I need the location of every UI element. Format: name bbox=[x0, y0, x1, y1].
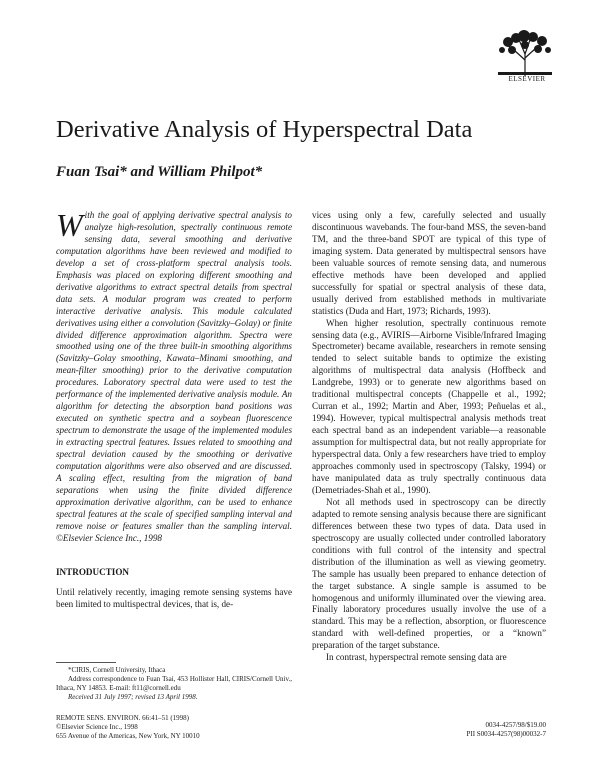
left-column bbox=[56, 207, 292, 611]
right-column bbox=[312, 210, 546, 664]
journal-citation: REMOTE SENS. ENVIRON. 66:41–51 (1998) bbox=[56, 714, 189, 722]
body-paragraph-2: When higher resolution, spectrally continuous remote sensing data (e.g., AVIRIS—Airborne Visible/Infrared Imaging Spectrometer) became available, researchers in remote sensing tended to select suitable bands to optimize the existing algorithms of multispectral data analysis (Hoffbeck and Landgrebe, 1993) or to generate new algorithms based on traditional multispectral concepts (Chappelle et al., 1992; Curran et al., 1992; Martin and Aber, 1993; Peñuelas et al., 1994). However, typical multispectral analysis methods treat each spectral band as an independent variable—a reasonable assumption for multispectral data, but not really appropriate for hyperspectral data. Only a few researchers have tried to employ approaches commonly used in spectroscopy (Talsky, 1994) or have manipulated data as truly spectrally continuous data (Demetriades-Shah et al., 1990). bbox=[312, 317, 546, 495]
body-paragraph-4: In contrast, hyperspectral remote sensing data are bbox=[326, 652, 507, 663]
footnote-divider bbox=[56, 662, 116, 663]
pii: PII S0034-4257(98)00032-7 bbox=[466, 730, 546, 738]
elsevier-tree-logo-icon bbox=[494, 30, 556, 78]
copyright: ©Elsevier Science Inc., 1998 bbox=[56, 723, 138, 731]
body-paragraph-1: vices using only a few, carefully selected and usually discontinuous wavebands. The four-band MSS, the seven-band TM, and the three-band SPOT are typical of this type of imaging system. Data generated by multispectral sensors have been valuable sources of remote sensing data, and numerous effective methods have been developed and applied successfully for spatial or spectral analysis of these data, usually derived from established methods in multivariate statistics (Duda and Hart, 1973; Richards, 1993). bbox=[312, 210, 546, 316]
footnote-received: Received 31 July 1997; revised 13 April 1998. bbox=[68, 693, 198, 701]
introduction-paragraph: Until relatively recently, imaging remote sensing systems have been limited to multispectral devices, that is, de- bbox=[56, 586, 292, 609]
introduction-heading: INTRODUCTION bbox=[56, 566, 130, 577]
journal-info bbox=[56, 714, 200, 741]
footnote-address: Address correspondence to Fuan Tsai, 453 Hollister Hall, CIRIS/Cornell Univ., Ithaca, NY 14853. E-mail: ft11@cornell.edu bbox=[56, 675, 292, 692]
footnote-affiliation: *CIRIS, Cornell University, Ithaca bbox=[68, 666, 166, 674]
article-identifiers bbox=[466, 721, 546, 739]
abstract bbox=[56, 207, 292, 545]
body-paragraph-3: Not all methods used in spectroscopy can be directly adapted to remote sensing analysis because there are significant differences between these two types of data. Data used in spectroscopy are usually collected under controlled laboratory conditions with full control of the intensity and spectral distribution of the illumination as well as viewing geometry. The sample has usually been prepared to enhance detection of the target substance. A single sample is assumed to be homogenous and uniformly illuminated over the viewing area. Finally laboratory procedures usually involve the use of a standard. This may be a reflection, absorption, or fluorescence standard with well-defined properties, or a “known” preparation of the target substance. bbox=[312, 496, 546, 651]
abstract-dropcap: W bbox=[56, 207, 83, 243]
footnotes bbox=[56, 666, 292, 702]
issn: 0034-4257/98/$19.00 bbox=[485, 721, 546, 729]
paper-title: Derivative Analysis of Hyperspectral Data bbox=[56, 116, 473, 143]
publisher-logo-text: ELSEVIER bbox=[508, 75, 546, 83]
publisher-address: 655 Avenue of the Americas, New York, NY 10010 bbox=[56, 732, 200, 740]
author-list: Fuan Tsai* and William Philpot* bbox=[56, 164, 263, 180]
abstract-text: ith the goal of applying derivative spectral analysis to analyze high-resolution, spectrally continuous remote sensing data, several smoothing and derivative computation algorithms have been reviewed and modified to develop a set of cross-platform spectral analysis tools. Emphasis was placed on exploring different smoothing and derivative algorithms to extract spectral details from spectral data sets. A modular program was created to perform interactive derivative analysis. This module calculated derivatives using either a convolution (Savitzky–Golay) or finite divided difference approximation algorithm. Spectra were smoothed using one of the three built-in smoothing algorithms (Savitzky–Golay smoothing, Kawata–Minami smoothing, and mean-filter smoothing) prior to the derivative computation procedures. Laboratory spectral data were used to test the performance of the implemented derivative analysis module. An algorithm for detecting the absorption band positions was executed on synthetic spectra and a soybean fluorescence spectrum to demonstrate the usage of the implemented modules in extracting spectral features. Issues related to smoothing and spectral deviation caused by the smoothing or derivative computation algorithms were also observed and are discussed. A scaling effect, resulting from the migration of band separations when using the finite divided difference approximation derivative algorithm, can be used to enhance spectral features at the scale of specified sampling interval and remove noise or features smaller than the sampling interval. ©Elsevier Science Inc., 1998 bbox=[56, 210, 292, 543]
